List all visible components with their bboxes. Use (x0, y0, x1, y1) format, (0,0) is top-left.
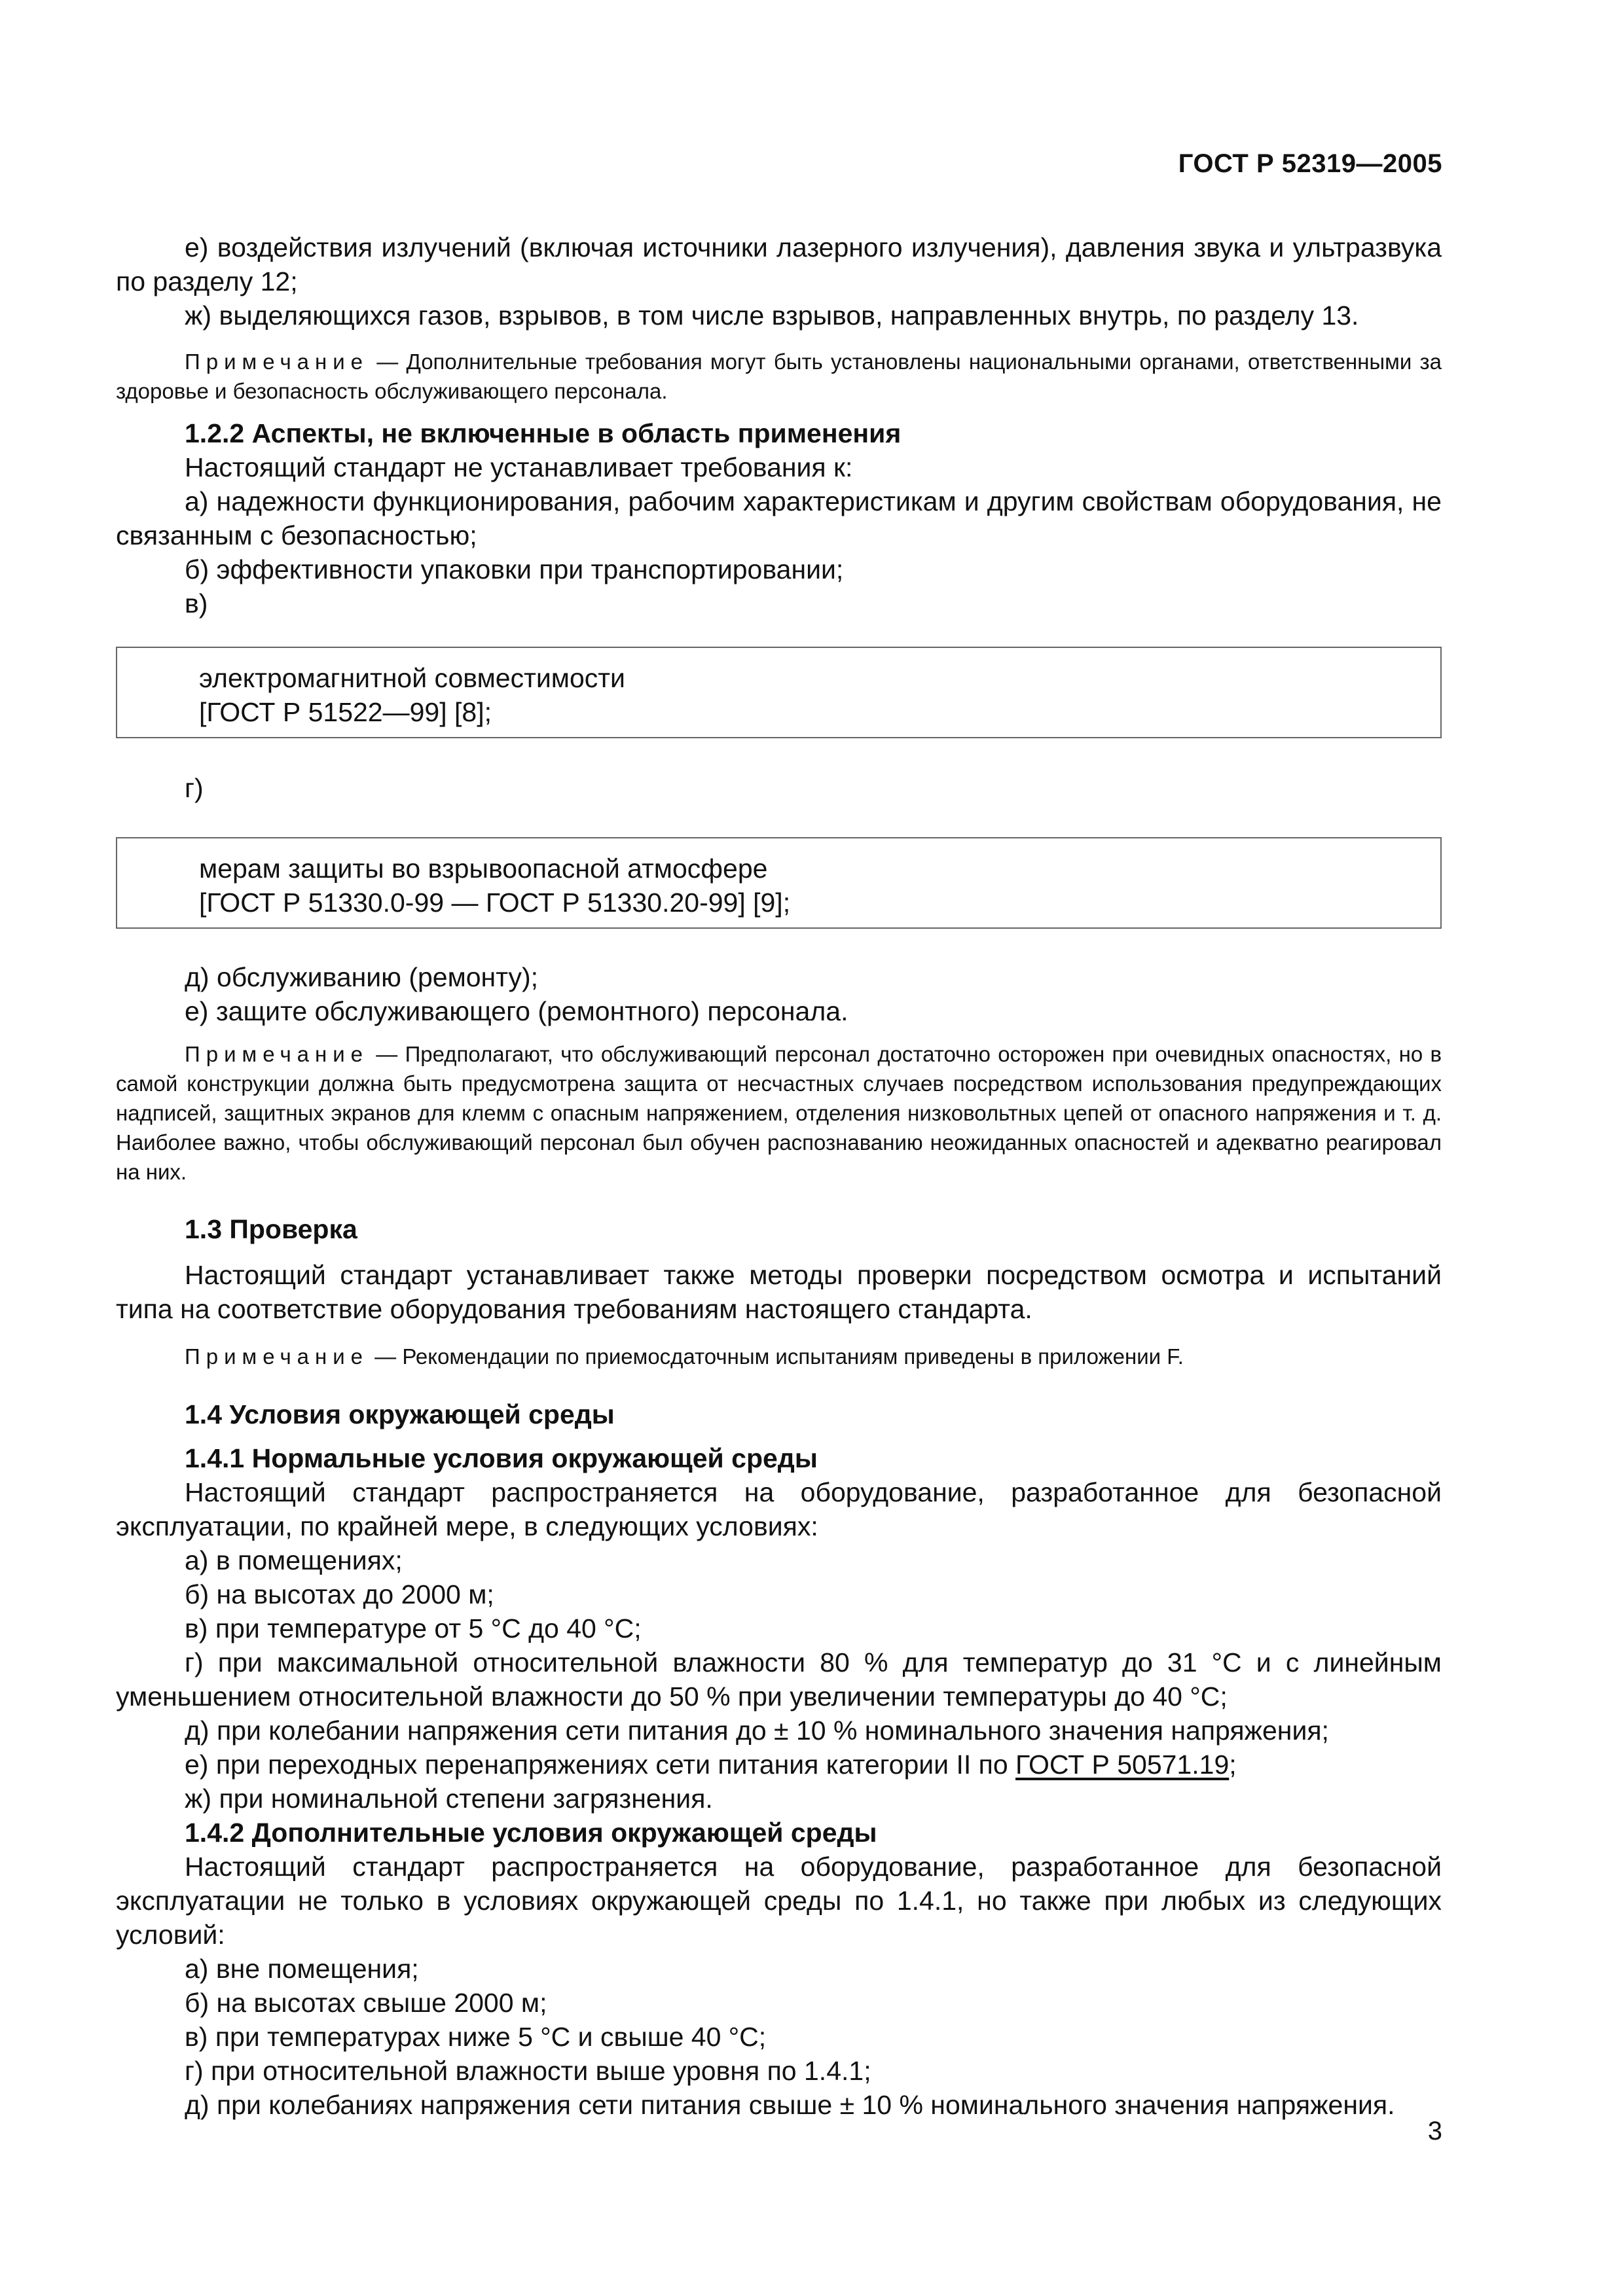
note-3 (116, 1342, 1442, 1371)
list-item: б) эффективности упаковки при транспортировании; (185, 554, 844, 584)
list-item: а) в помещениях; (185, 1545, 403, 1575)
list-item: а) надежности функционирования, рабочим характеристикам и другим свойствам оборудования, не связанным с безопасностью; (116, 486, 1442, 550)
section-intro: Настоящий стандарт распространяется на оборудование, разработанное для безопасной эксплуатации, по крайней мере, в следующих условиях: (116, 1477, 1442, 1541)
section-heading: 1.4.1 Нормальные условия окружающей среды (185, 1443, 818, 1473)
note-1 (116, 347, 1442, 406)
section-heading: 1.4.2 Дополнительные условия окружающей среды (185, 1818, 877, 1848)
section-1-2-2 (116, 416, 1442, 620)
section-heading: 1.2.2 Аспекты, не включенные в область применения (185, 418, 902, 448)
list-item: б) на высотах свыше 2000 м; (185, 1988, 547, 2018)
top-items (116, 230, 1442, 332)
list-item: ж) при номинальной степени загрязнения. (185, 1784, 713, 1814)
list-item: д) при колебаниях напряжения сети питания свыше ± 10 % номинального значения напряжения. (185, 2090, 1395, 2120)
list-item: е) защите обслуживающего (ремонтного) персонала. (185, 996, 848, 1026)
list-item: а) вне помещения; (185, 1954, 419, 1984)
standard-reference-link[interactable]: ГОСТ Р 50571.19 (1015, 1749, 1230, 1780)
note-label: Примечание (185, 1042, 369, 1066)
section-1-4-1 (116, 1441, 1442, 1816)
item-text: ; (1229, 1749, 1237, 1780)
note-label: Примечание (185, 350, 369, 374)
section-heading: 1.3 Проверка (185, 1214, 357, 1244)
document-id-header: ГОСТ Р 52319—2005 (1178, 149, 1442, 178)
items-d-e (116, 960, 1442, 1028)
list-item: б) на высотах до 2000 м; (185, 1579, 494, 1609)
box-line: [ГОСТ Р 51330.0-99 — ГОСТ Р 51330.20-99] [9]; (199, 888, 791, 918)
list-item: д) при колебании напряжения сети питания до ± 10 % номинального значения напряжения; (185, 1715, 1329, 1746)
note-2 (116, 1039, 1442, 1187)
list-item: г) при относительной влажности выше уровня по 1.4.1; (185, 2056, 871, 2086)
box-explosive (116, 837, 1442, 929)
section-heading: 1.4 Условия окружающей среды (185, 1399, 615, 1429)
note-text: — Дополнительные требования могут быть установлены национальными органами, ответственными за здоровье и безопасность обслуживающего персонала. (116, 350, 1442, 403)
list-item: в) при температурах ниже 5 °С и свыше 40 °С; (185, 2022, 767, 2052)
note-text: — Рекомендации по приемосдаточным испытаниям приведены в приложении F. (369, 1344, 1184, 1369)
box-emc (116, 647, 1442, 738)
list-item: д) обслуживанию (ремонту); (185, 962, 538, 992)
note-label: Примечание (185, 1344, 369, 1369)
list-item (116, 1748, 1442, 1782)
item-text: е) при переходных перенапряжениях сети питания категории II по (185, 1749, 1016, 1780)
note-text: — Предполагают, что обслуживающий персонал достаточно осторожен при очевидных опасностях, но в самой конструкции должна быть предусмотрена защита от несчастных случаев посредством использования предупреждающих надписей, защитных экранов для клемм с опасным напряжением, отделения низковольтных цепей от опасного напряжения и т. д. Наиболее важно, чтобы обслуживающий персонал был обучен распознаванию неожиданных опасностей и адекватно реагировал на них. (116, 1042, 1442, 1184)
section-1-4 (116, 1397, 1442, 1431)
item-e-top: е) воздействия излучений (включая источники лазерного излучения), давления звука и ультразвука по разделу 12; (116, 232, 1442, 296)
list-item: г) при максимальной относительной влажности 80 % для температур до 31 °С и с линейным уменьшением относительной влажности до 50 % при увеличении температуры до 40 °С; (116, 1647, 1442, 1712)
box-line: мерам защиты во взрывоопасной атмосфере (199, 853, 768, 884)
box-line: [ГОСТ Р 51522—99] [8]; (199, 697, 492, 727)
section-1-3 (116, 1212, 1442, 1326)
section-text: Настоящий стандарт устанавливает также методы проверки посредством осмотра и испытаний типа на соответствие оборудования требованиям настоящего стандарта. (116, 1260, 1442, 1324)
list-item: в) (185, 588, 208, 619)
page-number: 3 (1427, 2117, 1442, 2145)
list-item: г) (185, 773, 204, 803)
section-intro: Настоящий стандарт распространяется на оборудование, разработанное для безопасной эксплуатации не только в условиях окружающей среды по 1.4.1, но также при любых из следующих условий: (116, 1852, 1442, 1950)
item-g-label (116, 771, 1442, 805)
box-line: электромагнитной совместимости (199, 663, 625, 693)
section-1-4-2 (116, 1816, 1442, 2122)
list-item: в) при температуре от 5 °С до 40 °С; (185, 1613, 642, 1643)
item-zh-top: ж) выделяющихся газов, взрывов, в том числе взрывов, направленных внутрь, по разделу 13. (185, 300, 1359, 331)
section-intro: Настоящий стандарт не устанавливает требования к: (185, 452, 853, 482)
